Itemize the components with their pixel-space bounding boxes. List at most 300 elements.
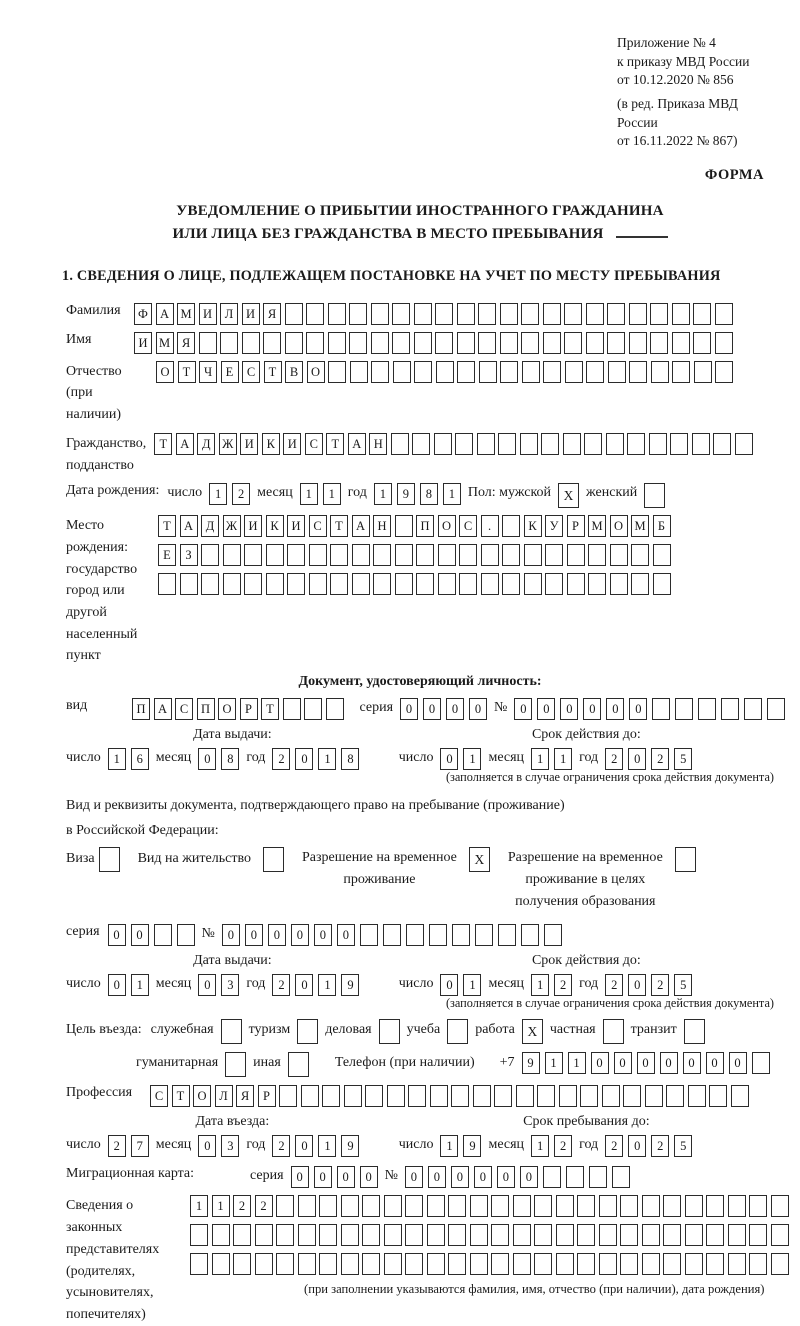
form-cell[interactable] [610,573,628,595]
form-cell[interactable]: Т [158,515,176,537]
form-cell[interactable]: Р [258,1085,276,1107]
form-cell[interactable] [584,433,602,455]
form-cell[interactable]: 2 [651,974,669,996]
form-cell[interactable]: X [522,1019,543,1044]
form-cell[interactable] [430,1085,448,1107]
form-cell[interactable]: 0 [295,1135,313,1157]
form-cell[interactable]: 3 [221,1135,239,1157]
form-cell[interactable] [556,1224,574,1246]
form-cell[interactable] [328,332,346,354]
form-cell[interactable]: 8 [221,748,239,770]
form-cell[interactable] [328,303,346,325]
form-cell[interactable]: Т [154,433,172,455]
form-cell[interactable] [306,303,324,325]
form-cell[interactable] [685,1195,703,1217]
form-cell[interactable]: 2 [605,748,623,770]
form-cell[interactable] [306,332,324,354]
form-cell[interactable] [212,1224,230,1246]
form-cell[interactable] [663,1195,681,1217]
form-cell[interactable] [459,573,477,595]
form-cell[interactable] [212,1253,230,1275]
form-cell[interactable] [629,303,647,325]
form-cell[interactable]: Ж [223,515,241,537]
form-cell[interactable]: 0 [268,924,286,946]
form-cell[interactable]: 0 [295,974,313,996]
form-cell[interactable] [395,573,413,595]
form-cell[interactable] [608,361,626,383]
form-cell[interactable] [360,924,378,946]
form-cell[interactable] [392,332,410,354]
form-cell[interactable] [242,332,260,354]
form-cell[interactable]: Т [172,1085,190,1107]
form-cell[interactable]: Я [177,332,195,354]
form-cell[interactable] [588,544,606,566]
form-cell[interactable] [610,544,628,566]
form-cell[interactable] [642,1224,660,1246]
purpose-tourism-checkbox[interactable] [297,1019,318,1044]
form-cell[interactable] [607,303,625,325]
form-cell[interactable] [688,1085,706,1107]
form-cell[interactable]: 0 [628,748,646,770]
form-cell[interactable] [341,1253,359,1275]
form-cell[interactable]: 0 [295,748,313,770]
form-cell[interactable]: 1 [190,1195,208,1217]
form-cell[interactable] [223,544,241,566]
form-cell[interactable] [427,1195,445,1217]
form-cell[interactable] [373,544,391,566]
form-cell[interactable]: 5 [674,748,692,770]
form-cell[interactable]: П [416,515,434,537]
form-cell[interactable]: 0 [291,924,309,946]
form-cell[interactable]: 0 [514,698,532,720]
form-cell[interactable] [563,433,581,455]
form-cell[interactable] [319,1224,337,1246]
purpose-work-checkbox[interactable] [522,1019,543,1044]
form-cell[interactable]: В [285,361,303,383]
purpose-humanitarian-checkbox[interactable] [225,1052,246,1077]
form-cell[interactable]: О [156,361,174,383]
form-cell[interactable]: А [156,303,174,325]
form-cell[interactable] [427,1224,445,1246]
form-cell[interactable] [470,1253,488,1275]
form-cell[interactable] [653,544,671,566]
form-cell[interactable]: 0 [469,698,487,720]
form-cell[interactable] [477,433,495,455]
form-cell[interactable]: 1 [318,974,336,996]
form-cell[interactable]: П [197,698,215,720]
form-cell[interactable] [767,698,785,720]
form-cell[interactable] [448,1195,466,1217]
form-cell[interactable]: С [150,1085,168,1107]
form-cell[interactable] [586,332,604,354]
form-cell[interactable] [177,924,195,946]
form-cell[interactable] [663,1253,681,1275]
form-cell[interactable]: А [180,515,198,537]
form-cell[interactable] [406,924,424,946]
form-cell[interactable] [715,332,733,354]
form-cell[interactable] [201,573,219,595]
form-cell[interactable]: 1 [209,483,227,505]
form-cell[interactable] [435,303,453,325]
form-cell[interactable]: М [588,515,606,537]
form-cell[interactable] [283,698,301,720]
form-cell[interactable]: М [631,515,649,537]
form-cell[interactable] [379,1019,400,1044]
form-cell[interactable] [500,332,518,354]
form-cell[interactable]: 1 [300,483,318,505]
form-cell[interactable]: 9 [522,1052,540,1074]
form-cell[interactable] [481,544,499,566]
form-cell[interactable]: 2 [554,974,572,996]
form-cell[interactable]: К [266,515,284,537]
form-cell[interactable]: 0 [591,1052,609,1074]
form-cell[interactable]: М [156,332,174,354]
form-cell[interactable] [749,1253,767,1275]
form-cell[interactable] [330,544,348,566]
form-cell[interactable] [543,332,561,354]
form-cell[interactable]: 0 [683,1052,701,1074]
purpose-other-checkbox[interactable] [288,1052,309,1077]
form-cell[interactable]: 1 [531,748,549,770]
form-cell[interactable] [603,1019,624,1044]
form-cell[interactable] [287,544,305,566]
form-cell[interactable] [405,1195,423,1217]
form-cell[interactable] [663,1224,681,1246]
form-cell[interactable] [384,1195,402,1217]
form-cell[interactable] [672,332,690,354]
form-cell[interactable] [298,1195,316,1217]
form-cell[interactable] [520,433,538,455]
form-cell[interactable] [524,544,542,566]
form-cell[interactable]: 1 [554,748,572,770]
form-cell[interactable] [498,433,516,455]
form-cell[interactable] [349,303,367,325]
form-cell[interactable] [500,303,518,325]
form-cell[interactable] [405,1224,423,1246]
form-cell[interactable] [735,433,753,455]
form-cell[interactable]: 1 [323,483,341,505]
form-cell[interactable] [693,303,711,325]
form-cell[interactable] [455,433,473,455]
form-cell[interactable] [255,1224,273,1246]
form-cell[interactable] [298,1224,316,1246]
form-cell[interactable] [577,1195,595,1217]
form-cell[interactable] [620,1224,638,1246]
form-cell[interactable] [534,1195,552,1217]
form-cell[interactable]: Ч [199,361,217,383]
form-cell[interactable] [365,1085,383,1107]
form-cell[interactable] [675,847,696,872]
form-cell[interactable] [395,544,413,566]
form-cell[interactable] [233,1253,251,1275]
form-cell[interactable]: 0 [131,924,149,946]
form-cell[interactable]: 0 [314,1166,332,1188]
form-cell[interactable]: 0 [400,698,418,720]
form-cell[interactable]: С [309,515,327,537]
form-cell[interactable] [543,1166,561,1188]
form-cell[interactable]: 0 [108,924,126,946]
form-cell[interactable] [749,1224,767,1246]
form-cell[interactable]: 1 [443,483,461,505]
form-cell[interactable]: 0 [660,1052,678,1074]
form-cell[interactable] [577,1224,595,1246]
form-cell[interactable] [565,361,583,383]
form-cell[interactable] [451,1085,469,1107]
form-cell[interactable] [586,361,604,383]
form-cell[interactable] [344,1085,362,1107]
form-cell[interactable] [452,924,470,946]
form-cell[interactable] [352,573,370,595]
form-cell[interactable] [623,1085,641,1107]
form-cell[interactable]: X [558,483,579,508]
form-cell[interactable] [653,573,671,595]
form-cell[interactable]: 0 [628,974,646,996]
form-cell[interactable] [500,361,518,383]
form-cell[interactable] [537,1085,555,1107]
form-cell[interactable] [728,1224,746,1246]
form-cell[interactable] [416,544,434,566]
form-cell[interactable] [588,573,606,595]
form-cell[interactable]: 0 [440,974,458,996]
form-cell[interactable]: Н [373,515,391,537]
form-cell[interactable] [649,433,667,455]
form-cell[interactable]: 1 [212,1195,230,1217]
form-cell[interactable] [447,1019,468,1044]
form-cell[interactable]: Е [158,544,176,566]
form-cell[interactable]: 1 [568,1052,586,1074]
form-cell[interactable] [706,1195,724,1217]
form-cell[interactable] [276,1224,294,1246]
form-cell[interactable] [672,303,690,325]
form-cell[interactable]: Б [653,515,671,537]
form-cell[interactable] [298,1253,316,1275]
form-cell[interactable] [285,303,303,325]
form-cell[interactable] [543,361,561,383]
form-cell[interactable] [362,1253,380,1275]
form-cell[interactable] [559,1085,577,1107]
form-cell[interactable]: 5 [674,1135,692,1157]
form-cell[interactable] [481,573,499,595]
form-cell[interactable]: 1 [318,1135,336,1157]
form-cell[interactable]: X [469,847,490,872]
form-cell[interactable] [154,924,172,946]
form-cell[interactable] [266,573,284,595]
form-cell[interactable] [651,361,669,383]
form-cell[interactable] [244,544,262,566]
form-cell[interactable] [627,433,645,455]
form-cell[interactable] [545,544,563,566]
form-cell[interactable]: 1 [545,1052,563,1074]
form-cell[interactable] [666,1085,684,1107]
form-cell[interactable] [513,1224,531,1246]
form-cell[interactable]: Е [221,361,239,383]
form-cell[interactable] [319,1195,337,1217]
form-cell[interactable] [470,1195,488,1217]
form-cell[interactable] [416,573,434,595]
form-cell[interactable]: 5 [674,974,692,996]
form-cell[interactable]: 7 [131,1135,149,1157]
form-cell[interactable]: 0 [198,974,216,996]
form-cell[interactable]: 2 [605,974,623,996]
form-cell[interactable] [429,924,447,946]
form-cell[interactable] [752,1052,770,1074]
form-cell[interactable]: Т [264,361,282,383]
form-cell[interactable] [556,1195,574,1217]
form-cell[interactable] [567,573,585,595]
form-cell[interactable] [362,1224,380,1246]
form-cell[interactable] [285,332,303,354]
form-cell[interactable]: И [134,332,152,354]
form-cell[interactable] [534,1253,552,1275]
form-cell[interactable]: Ф [134,303,152,325]
form-cell[interactable] [620,1195,638,1217]
form-cell[interactable]: Ж [219,433,237,455]
form-cell[interactable] [644,483,665,508]
form-cell[interactable]: 2 [233,1195,251,1217]
form-cell[interactable] [221,1019,242,1044]
form-cell[interactable] [414,303,432,325]
form-cell[interactable]: Т [326,433,344,455]
form-cell[interactable] [220,332,238,354]
form-cell[interactable] [698,698,716,720]
form-cell[interactable]: И [240,433,258,455]
form-cell[interactable] [541,433,559,455]
form-cell[interactable] [521,924,539,946]
form-cell[interactable]: 1 [463,974,481,996]
form-cell[interactable] [715,303,733,325]
form-cell[interactable]: 2 [272,974,290,996]
form-cell[interactable] [685,1253,703,1275]
purpose-business-checkbox[interactable] [221,1019,242,1044]
form-cell[interactable]: Т [261,698,279,720]
form-cell[interactable] [749,1195,767,1217]
form-cell[interactable]: И [244,515,262,537]
form-cell[interactable]: 0 [451,1166,469,1188]
form-cell[interactable]: И [199,303,217,325]
form-cell[interactable] [607,332,625,354]
form-cell[interactable] [709,1085,727,1107]
form-cell[interactable] [602,1085,620,1107]
form-cell[interactable] [692,433,710,455]
form-cell[interactable]: О [610,515,628,537]
form-cell[interactable] [728,1195,746,1217]
form-cell[interactable] [341,1224,359,1246]
form-cell[interactable] [304,698,322,720]
form-cell[interactable] [362,1195,380,1217]
form-cell[interactable]: Д [197,433,215,455]
form-cell[interactable] [599,1253,617,1275]
form-cell[interactable]: 0 [614,1052,632,1074]
form-cell[interactable] [470,1224,488,1246]
form-cell[interactable] [473,1085,491,1107]
form-cell[interactable]: 1 [531,974,549,996]
form-cell[interactable] [599,1195,617,1217]
form-cell[interactable]: А [176,433,194,455]
form-cell[interactable] [326,698,344,720]
form-cell[interactable]: И [283,433,301,455]
form-cell[interactable]: О [438,515,456,537]
form-cell[interactable]: 0 [428,1166,446,1188]
form-cell[interactable] [694,361,712,383]
form-cell[interactable] [589,1166,607,1188]
form-cell[interactable] [387,1085,405,1107]
form-cell[interactable] [706,1253,724,1275]
form-cell[interactable] [516,1085,534,1107]
form-cell[interactable]: З [180,544,198,566]
form-cell[interactable] [287,573,305,595]
visa-checkbox[interactable] [99,847,120,872]
form-cell[interactable]: 1 [318,748,336,770]
form-cell[interactable] [577,1253,595,1275]
form-cell[interactable]: 1 [374,483,392,505]
form-cell[interactable] [684,1019,705,1044]
form-cell[interactable]: Р [240,698,258,720]
form-cell[interactable] [564,303,582,325]
form-cell[interactable] [457,303,475,325]
form-cell[interactable]: 0 [108,974,126,996]
form-cell[interactable] [457,361,475,383]
form-cell[interactable]: С [242,361,260,383]
form-cell[interactable]: А [154,698,172,720]
form-cell[interactable]: 2 [255,1195,273,1217]
form-cell[interactable]: Л [215,1085,233,1107]
form-cell[interactable]: 9 [397,483,415,505]
form-cell[interactable] [728,1253,746,1275]
form-cell[interactable] [534,1224,552,1246]
form-cell[interactable] [715,361,733,383]
form-cell[interactable] [383,924,401,946]
form-cell[interactable] [158,573,176,595]
form-cell[interactable] [438,544,456,566]
form-cell[interactable]: 0 [628,1135,646,1157]
form-cell[interactable]: С [459,515,477,537]
form-cell[interactable]: И [287,515,305,537]
form-cell[interactable] [297,1019,318,1044]
form-cell[interactable] [642,1253,660,1275]
form-cell[interactable] [491,1253,509,1275]
form-cell[interactable]: 0 [706,1052,724,1074]
form-cell[interactable] [459,544,477,566]
form-cell[interactable] [478,332,496,354]
form-cell[interactable] [606,433,624,455]
form-cell[interactable]: Т [330,515,348,537]
form-cell[interactable]: Н [369,433,387,455]
form-cell[interactable] [393,361,411,383]
form-cell[interactable]: Л [220,303,238,325]
form-cell[interactable]: 1 [531,1135,549,1157]
form-cell[interactable] [223,573,241,595]
form-cell[interactable]: 0 [729,1052,747,1074]
form-cell[interactable] [652,698,670,720]
form-cell[interactable] [706,1224,724,1246]
form-cell[interactable]: А [348,433,366,455]
form-cell[interactable] [373,573,391,595]
form-cell[interactable] [491,1195,509,1217]
form-cell[interactable] [544,924,562,946]
form-cell[interactable]: 0 [583,698,601,720]
form-cell[interactable] [567,544,585,566]
form-cell[interactable] [435,332,453,354]
form-cell[interactable] [350,361,368,383]
form-cell[interactable]: 1 [440,1135,458,1157]
purpose-private-checkbox[interactable] [603,1019,624,1044]
form-cell[interactable] [309,573,327,595]
form-cell[interactable]: 2 [272,1135,290,1157]
form-cell[interactable]: 9 [341,974,359,996]
form-cell[interactable]: Я [263,303,281,325]
form-cell[interactable]: 0 [245,924,263,946]
form-cell[interactable]: 2 [108,1135,126,1157]
